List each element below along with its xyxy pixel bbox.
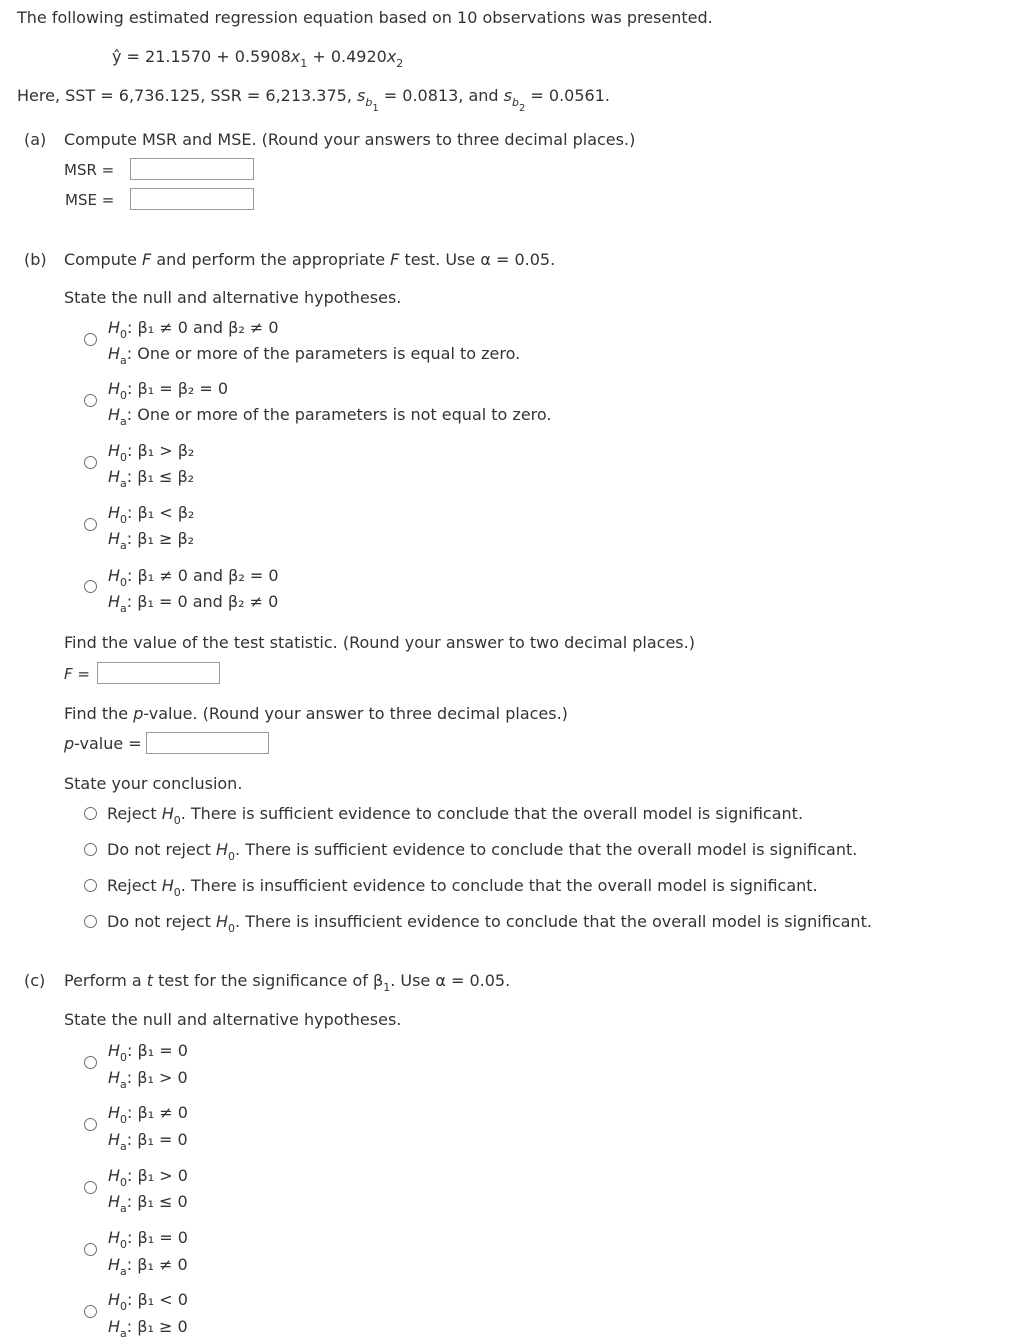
c-hyp-option-1-ha: $H_a$: β₁ > 0 [108, 1068, 188, 1091]
c-hyp-option-3-ha: $H_a$: β₁ ≤ 0 [108, 1192, 188, 1215]
b-hyp-option-2-radio[interactable] [84, 394, 97, 407]
p-value-prompt: Find the p-value. (Round your answer to three decimal places.) [64, 704, 568, 723]
c-hyp-option-5-radio[interactable] [84, 1305, 97, 1318]
b-hyp-option-4-ha: $H_a$: β₁ ≥ β₂ [108, 529, 195, 552]
b-hyp-option-3-radio[interactable] [84, 456, 97, 469]
mse-label: MSE = [65, 191, 115, 209]
c-hyp-option-1-radio[interactable] [84, 1056, 97, 1069]
c-hyp-option-2-radio[interactable] [84, 1118, 97, 1131]
c-hyp-option-2-ha: $H_a$: β₁ = 0 [108, 1130, 188, 1153]
conclusion-option-2-text: Do not reject $H_0$. There is sufficient evidence to conclude that the overall model is significant. [107, 840, 858, 863]
part-c-label: (c) [24, 971, 46, 990]
b-hyp-option-4-h0: $H_0$: β₁ < β₂ [108, 503, 195, 526]
b-hyp-option-5-radio[interactable] [84, 580, 97, 593]
c-hyp-option-4-h0: $H_0$: β₁ = 0 [108, 1228, 188, 1251]
b-hyp-option-3-h0: $H_0$: β₁ > β₂ [108, 441, 195, 464]
c-hyp-option-4-radio[interactable] [84, 1243, 97, 1256]
msr-input[interactable] [130, 158, 254, 180]
f-label: F = [64, 665, 90, 683]
conclusion-option-1-radio[interactable] [84, 807, 97, 820]
c-hyp-option-5-ha: $H_a$: β₁ ≥ 0 [108, 1317, 188, 1340]
msr-label: MSR = [64, 161, 115, 179]
mse-input[interactable] [130, 188, 254, 210]
b-hyp-option-1-h0: $H_0$: β₁ ≠ 0 and β₂ ≠ 0 [108, 318, 279, 341]
p-value-input[interactable] [146, 732, 269, 754]
c-hyp-option-1-h0: $H_0$: β₁ = 0 [108, 1041, 188, 1064]
conclusion-option-2-radio[interactable] [84, 843, 97, 856]
c-hyp-option-5-h0: $H_0$: β₁ < 0 [108, 1290, 188, 1313]
part-b-prompt: Compute F and perform the appropriate F test. Use α = 0.05. [64, 250, 556, 269]
part-a-label: (a) [24, 130, 47, 149]
b-hyp-option-4-radio[interactable] [84, 518, 97, 531]
intro-sentence: The following estimated regression equation based on 10 observations was presented. [17, 8, 713, 27]
conclusion-option-1-text: Reject $H_0$. There is sufficient evidence to conclude that the overall model is significant. [107, 804, 804, 827]
c-hyp-option-4-ha: $H_a$: β₁ ≠ 0 [108, 1255, 188, 1278]
part-a-prompt: Compute MSR and MSE. (Round your answers to three decimal places.) [64, 130, 636, 149]
p-value-label: p-value = [64, 734, 142, 753]
b-hyp-option-2-ha: $H_a$: One or more of the parameters is not equal to zero. [108, 405, 552, 428]
part-b-hypotheses-prompt: State the null and alternative hypotheses. [64, 288, 402, 307]
conclusion-prompt: State your conclusion. [64, 774, 243, 793]
c-hyp-option-3-h0: $H_0$: β₁ > 0 [108, 1166, 188, 1189]
regression-equation: ŷ = $21.1570 + 0.5908x_1 + 0.4920x_2$ [112, 47, 404, 70]
b-hyp-option-3-ha: $H_a$: β₁ ≤ β₂ [108, 467, 195, 490]
conclusion-option-4-text: Do not reject $H_0$. There is insufficient evidence to conclude that the overall model is significant. [107, 912, 872, 935]
b-hyp-option-1-ha: $H_a$: One or more of the parameters is equal to zero. [108, 344, 521, 367]
conclusion-option-3-radio[interactable] [84, 879, 97, 892]
conclusion-option-3-text: Reject $H_0$. There is insufficient evidence to conclude that the overall model is significant. [107, 876, 818, 899]
part-c-hypotheses-prompt: State the null and alternative hypotheses. [64, 1010, 402, 1029]
part-b-label: (b) [24, 250, 47, 269]
b-hyp-option-1-radio[interactable] [84, 333, 97, 346]
f-input[interactable] [97, 662, 220, 684]
part-c-prompt: Perform a t test for the significance of $\beta_1$. Use α = 0.05. [64, 971, 511, 994]
c-hyp-option-2-h0: $H_0$: β₁ ≠ 0 [108, 1103, 188, 1126]
b-hyp-option-5-ha: $H_a$: β₁ = 0 and β₂ ≠ 0 [108, 592, 279, 615]
c-hyp-option-3-radio[interactable] [84, 1181, 97, 1194]
given-values: Here, SST = 6,736.125, SSR = 6,213.375, $s_{b_1} = 0.0813$, and $s_{b_2} = 0.0561$. [17, 86, 610, 114]
b-hyp-option-5-h0: $H_0$: β₁ ≠ 0 and β₂ = 0 [108, 566, 279, 589]
test-stat-prompt: Find the value of the test statistic. (Round your answer to two decimal places.) [64, 633, 695, 652]
conclusion-option-4-radio[interactable] [84, 915, 97, 928]
b-hyp-option-2-h0: $H_0$: β₁ = β₂ = 0 [108, 379, 229, 402]
